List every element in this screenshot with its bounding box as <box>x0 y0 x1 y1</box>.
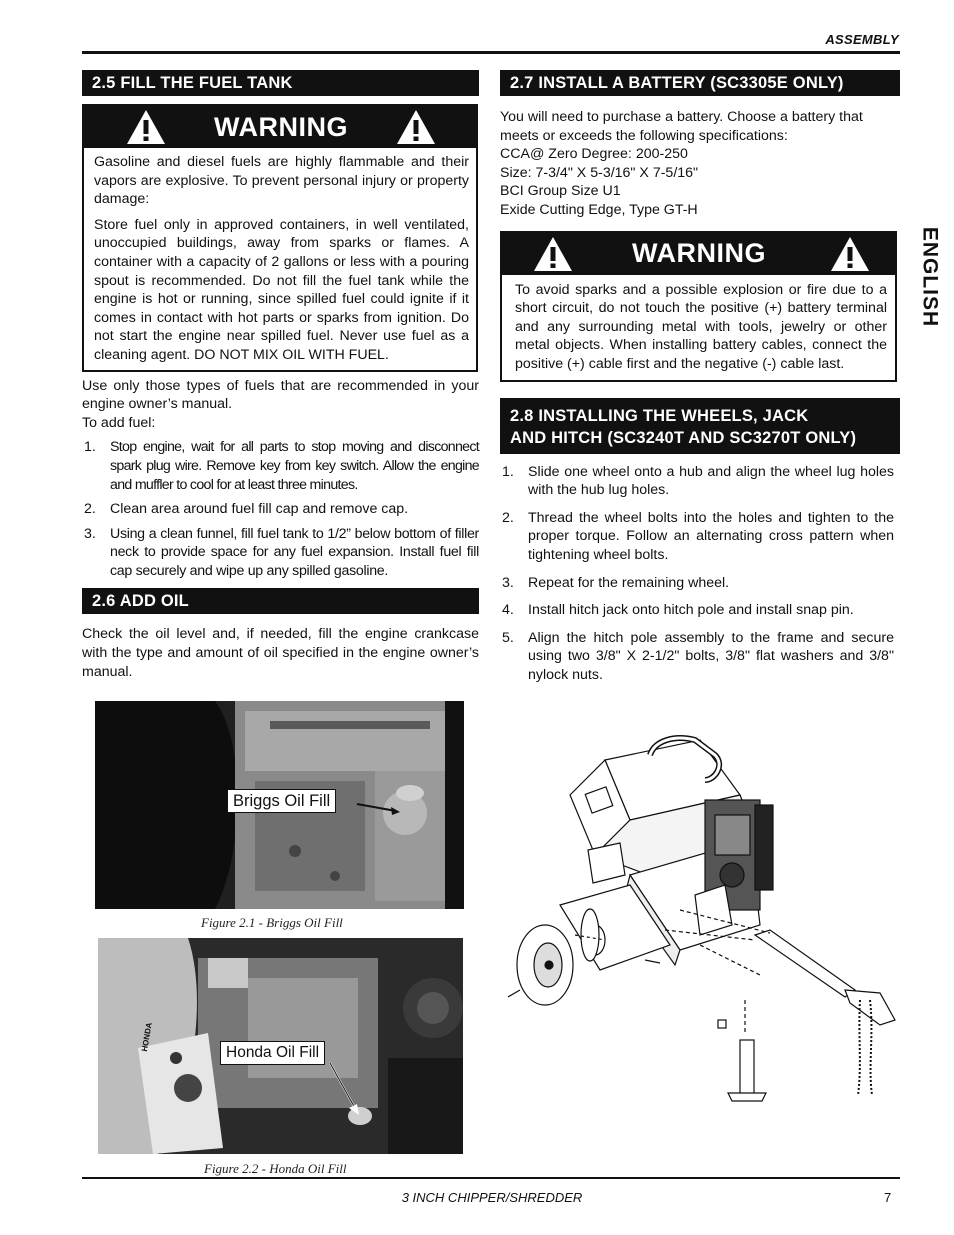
list-item <box>500 629 894 685</box>
step-text: Align the hitch pole assembly to the frame and secure using two 3/8" X 2-1/2" bolts, 3/8" flat washers and 3/8" nylock nuts. <box>528 629 894 683</box>
language-tab-label: ENGLISH <box>918 226 942 328</box>
fuel-warning-box <box>82 104 478 372</box>
step-number: 1. <box>84 439 96 456</box>
section-2-7-heading: 2.7 INSTALL A BATTERY (SC3305E ONLY) <box>500 70 900 96</box>
battery-intro: You will need to purchase a battery. Choose a battery that meets or exceeds the following specifications: <box>500 109 863 144</box>
step-number: 4. <box>502 602 514 619</box>
section-2-8-heading <box>500 398 900 454</box>
list-item <box>500 463 894 500</box>
step-number: 5. <box>502 629 514 646</box>
fuel-warning-title: WARNING <box>214 111 348 142</box>
warning-triangle-icon <box>396 109 436 145</box>
fuel-warning-paragraph: Gasoline and diesel fuels are highly flammable and their vapors are explosive. To prevent personal injury or property damage: <box>94 154 469 208</box>
list-item <box>500 601 894 620</box>
to-add-fuel-label: To add fuel: <box>82 414 156 431</box>
step-number: 2. <box>502 509 514 526</box>
battery-warning-text: To avoid sparks and a possible explosion or fire due to a short circuit, do not touch the positive (+) battery terminal and any surrounding metal with tools, jewelry or other metal objects. When installing battery cables, connect the positive (+) cable first and the negative (-) cable last. <box>515 281 887 372</box>
warning-triangle-icon <box>830 236 870 272</box>
battery-spec: BCI Group Size U1 <box>500 183 621 200</box>
battery-warning-body <box>502 275 895 380</box>
step-text: Clean area around fuel fill cap and remove cap. <box>110 501 409 518</box>
section-2-6-heading: 2.6 ADD OIL <box>82 588 479 614</box>
battery-warning-banner <box>502 233 895 275</box>
step-number: 3. <box>502 574 514 591</box>
battery-warning-box <box>500 231 897 382</box>
honda-tag-label: HONDA <box>139 1021 154 1053</box>
battery-spec: Exide Cutting Edge, Type GT-H <box>500 201 698 218</box>
briggs-oil-fill-callout: Briggs Oil Fill <box>227 789 336 813</box>
step-number: 2. <box>84 501 96 518</box>
step-text: Thread the wheel bolts into the holes and tighten to the proper torque. Follow an alternating cross pattern when tightening wheel bolts. <box>528 509 894 563</box>
battery-warning-title: WARNING <box>632 238 766 269</box>
battery-spec: CCA@ Zero Degree: 200-250 <box>500 146 688 163</box>
fuel-steps <box>82 438 479 580</box>
page-number: 7 <box>884 1190 892 1205</box>
section-2-5-heading: 2.5 FILL THE FUEL TANK <box>82 70 479 96</box>
battery-spec: Size: 7-3/4" X 5-3/16" X 7-5/16" <box>500 164 699 181</box>
step-number: 1. <box>502 463 514 480</box>
step-text: Using a clean funnel, fill fuel tank to 1/2” below bottom of filler neck to provide space for any fuel expansion. Install fuel fill cap securely and wipe up any spilled gasoline. <box>110 525 479 579</box>
list-item <box>500 509 894 565</box>
fuel-warning-paragraph: Store fuel only in approved containers, in well ventilated, unoccupied buildings, away from sparks or flames. A container with a capacity of 2 gallons or less with a pouring spout is recommended. Do not fill the fuel tank while the engine is hot or running, since spilled fuel could ignite if it comes in contact with hot parts or sparks from ignition. Do not start the engine near spilled fuel. Never use fuel as a cleaning agent. DO NOT MIX OIL WITH FUEL. <box>94 216 469 363</box>
fuel-intro: Use only those types of fuels that are recommended in your engine owner’s manual. <box>82 377 479 413</box>
fuel-warning-banner <box>84 106 476 148</box>
footer-title: 3 INCH CHIPPER/SHREDDER <box>401 1190 583 1205</box>
header-rule <box>82 51 900 54</box>
add-oil-text: Check the oil level and, if needed, fill the engine crankcase with the type and amount of oil specified in the engine owner’s manual. <box>82 626 479 680</box>
language-tab <box>909 222 949 332</box>
step-text: Install hitch jack onto hitch pole and install snap pin. <box>528 602 854 619</box>
footer-rule <box>82 1177 900 1179</box>
step-text: Repeat for the remaining wheel. <box>528 574 730 591</box>
right-column <box>500 70 900 690</box>
list-item <box>82 525 479 581</box>
chipper-assembly-diagram <box>500 735 910 1105</box>
step-number: 3. <box>84 525 96 542</box>
list-item <box>82 500 479 519</box>
left-column <box>82 70 479 681</box>
fuel-warning-body <box>84 148 476 370</box>
step-text: Stop engine, wait for all parts to stop moving and disconnect spark plug wire. Remove key from key switch. Allow the engine and muffler to cool for at least three minutes. <box>110 439 479 493</box>
figure-2-2-caption: Figure 2.2 - Honda Oil Fill <box>204 1161 347 1176</box>
section-2-8-title-line: AND HITCH (SC3240T AND SC3270T ONLY) <box>510 428 857 447</box>
wheel-steps <box>500 463 894 685</box>
warning-triangle-icon <box>533 236 573 272</box>
list-item <box>500 574 894 593</box>
running-header: ASSEMBLY <box>825 32 899 47</box>
warning-triangle-icon <box>126 109 166 145</box>
honda-oil-fill-callout: Honda Oil Fill <box>220 1041 325 1065</box>
figure-2-1-caption: Figure 2.1 - Briggs Oil Fill <box>201 915 343 930</box>
list-item <box>82 438 479 494</box>
step-text: Slide one wheel onto a hub and align the wheel lug holes with the hub lug holes. <box>528 463 894 499</box>
section-2-8-title-line: 2.8 INSTALLING THE WHEELS, JACK <box>510 406 809 425</box>
